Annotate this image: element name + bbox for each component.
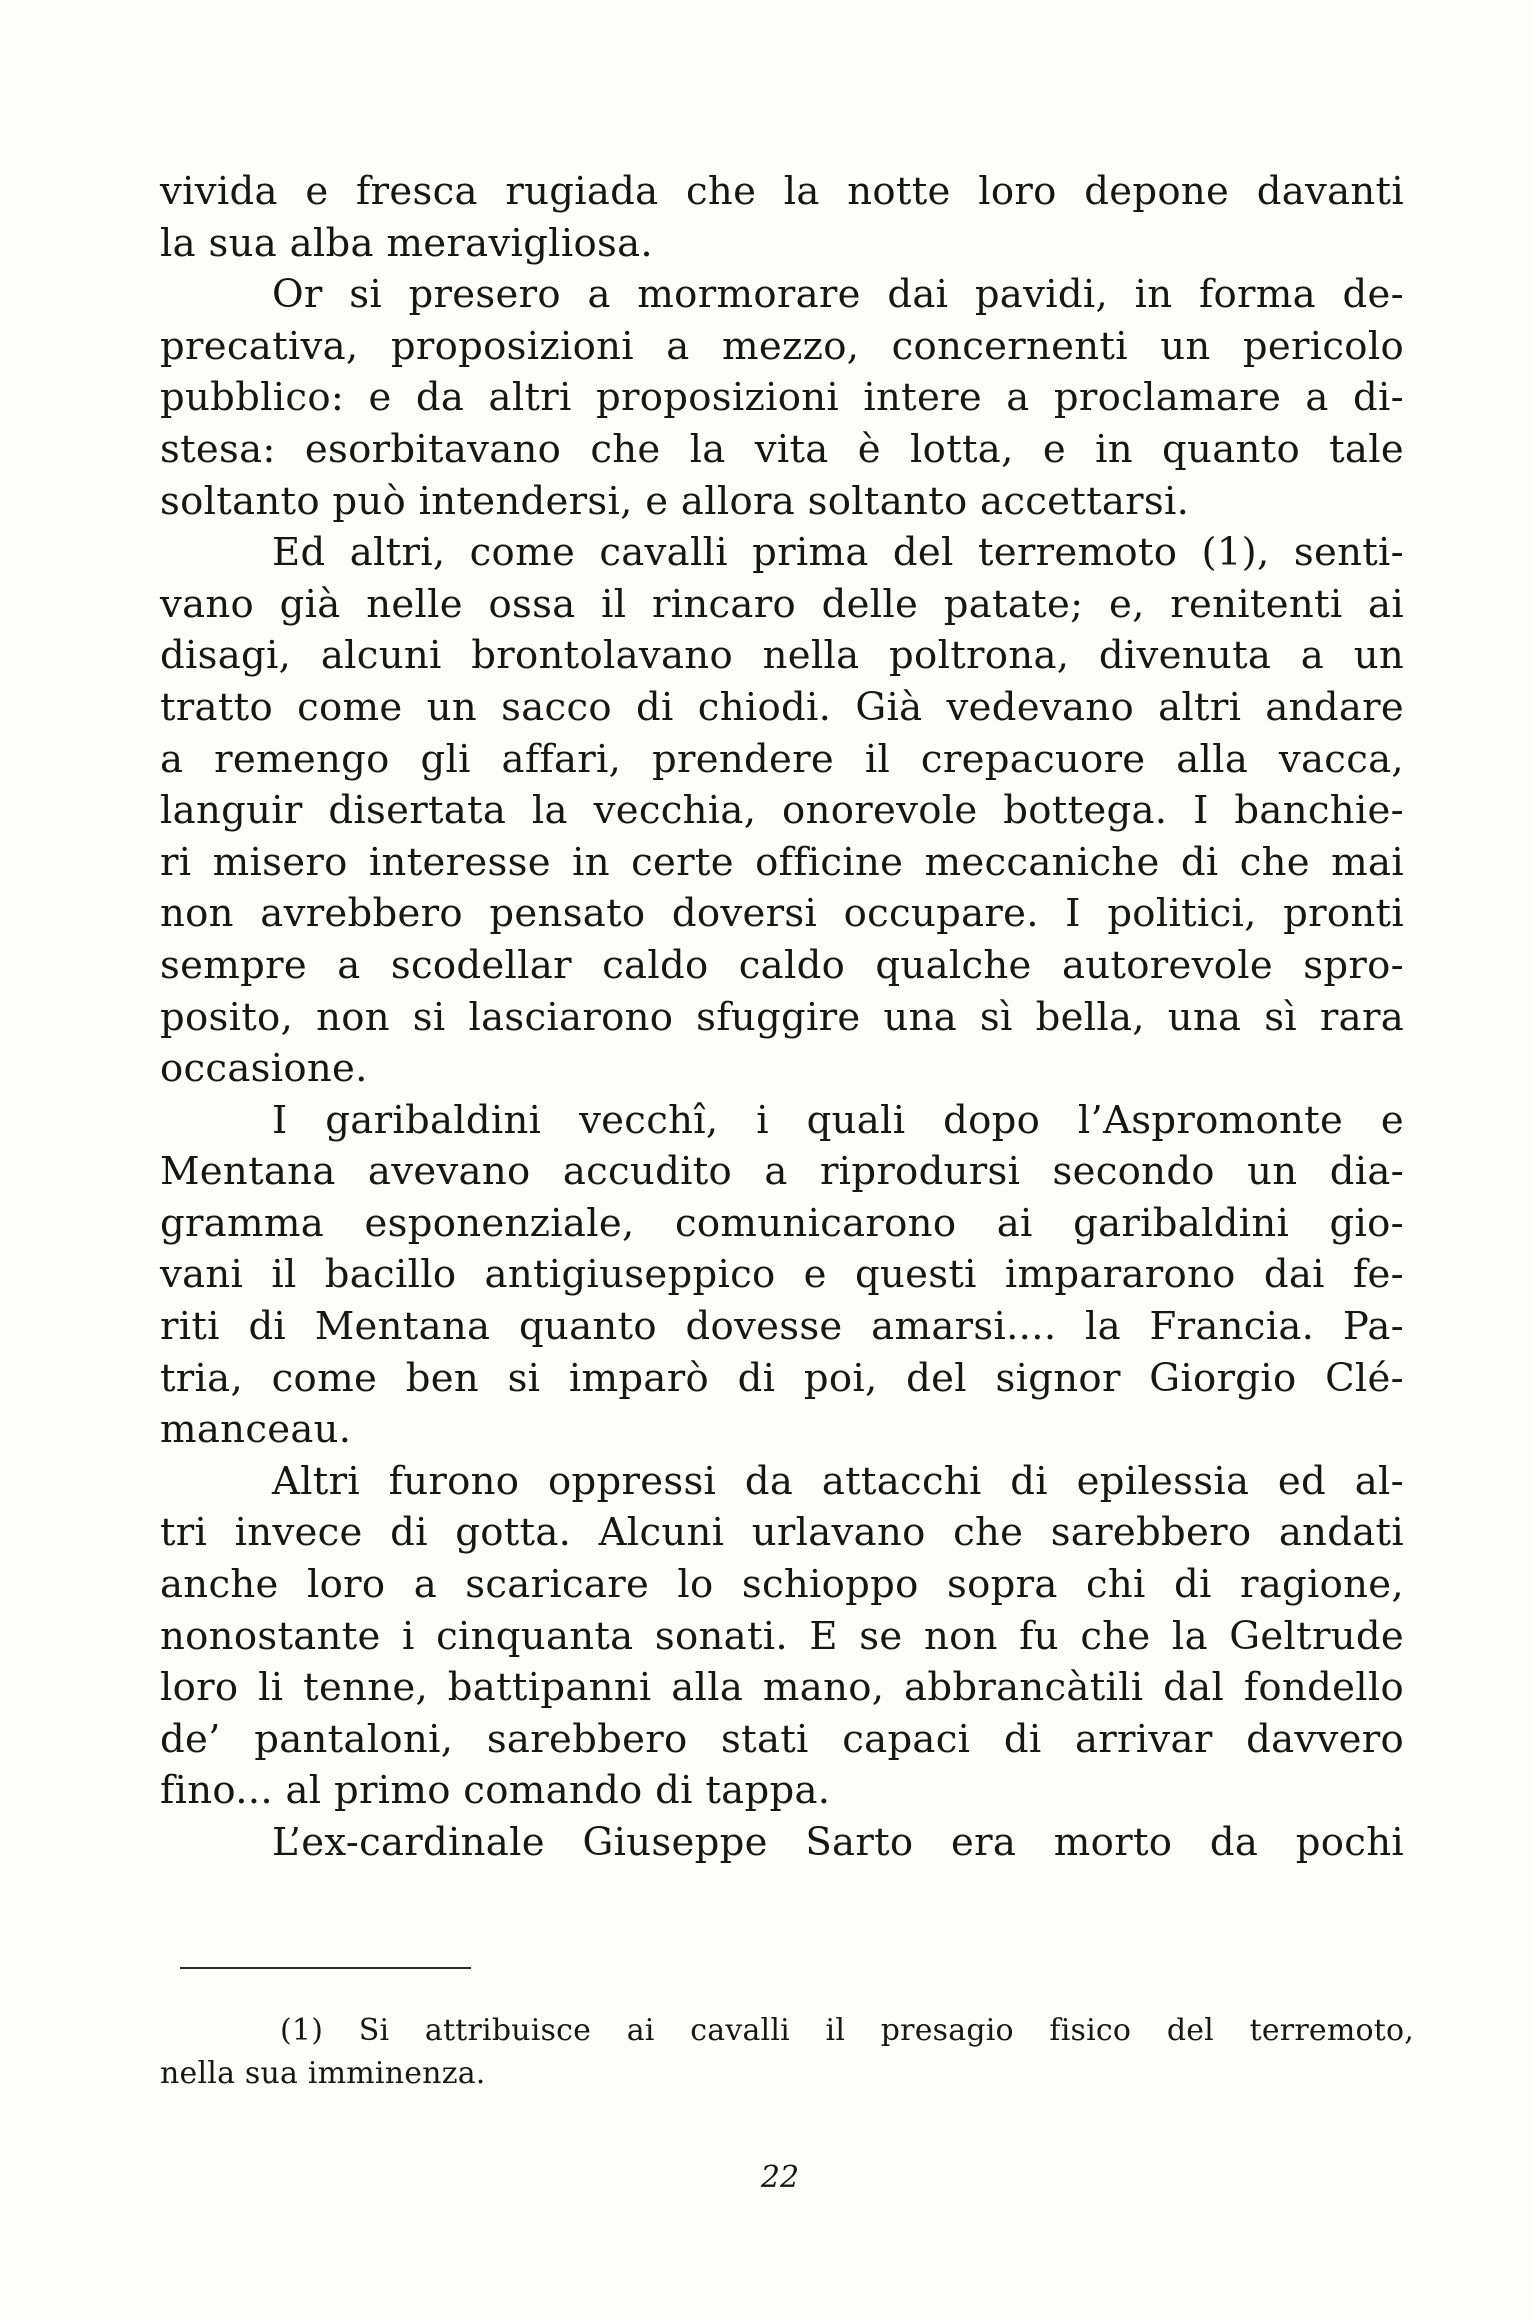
footnote-line: nella sua imminenza.	[160, 2056, 486, 2091]
text-line: Altri furono oppressi da attacchi di epilessia ed al-	[272, 1458, 1404, 1504]
text-line: Mentana avevano accudito a riprodursi secondo un dia-	[160, 1149, 1404, 1195]
text-line: manceau.	[160, 1407, 352, 1453]
text-line: vivida e fresca rugiada che la notte loro depone davanti	[160, 169, 1404, 214]
text-line: riti di Mentana quanto dovesse amarsi.... la Francia. Pa-	[160, 1304, 1404, 1350]
text-line: la sua alba meravigliosa.	[160, 220, 653, 266]
text-line: loro li tenne, battipanni alla mano, abbrancàtili dal fondello	[160, 1665, 1404, 1711]
page-number: 22	[760, 2160, 800, 2195]
text-line: a remengo gli affari, prendere il crepacuore alla vacca,	[160, 736, 1404, 782]
footnote-divider	[180, 1967, 471, 1969]
text-line: stesa: esorbitavano che la vita è lotta, e in quanto tale	[160, 426, 1404, 472]
main-text	[160, 166, 1404, 1869]
text-line: vani il bacillo antigiuseppico e questi impararono dai fe-	[160, 1252, 1404, 1298]
text-line: gramma esponenziale, comunicarono ai garibaldini gio-	[160, 1200, 1404, 1246]
footnote	[160, 2009, 1414, 2095]
text-line: fino... al primo comando di tappa.	[160, 1768, 831, 1814]
text-line: de’ pantaloni, sarebbero stati capaci di arrivar davvero	[160, 1716, 1404, 1762]
text-line: I garibaldini vecchî, i quali dopo l’Aspromonte e	[272, 1097, 1404, 1143]
text-line: vano già nelle ossa il rincaro delle patate; e, renitenti ai	[160, 581, 1404, 627]
footnote-line: (1) Si attribuisce ai cavalli il presagio fisico del terremoto,	[280, 2013, 1414, 2048]
text-line: pubblico: e da altri proposizioni intere a proclamare a di-	[160, 375, 1404, 421]
text-line: tratto come un sacco di chiodi. Già vedevano altri andare	[160, 684, 1404, 730]
text-line: soltanto può intendersi, e allora soltanto accettarsi.	[160, 478, 1190, 524]
text-line: Or si presero a mormorare dai pavidi, in forma de-	[272, 272, 1404, 318]
text-line: Ed altri, come cavalli prima del terremoto (1), senti-	[272, 530, 1404, 576]
text-line: sempre a scodellar caldo caldo qualche autorevole spro-	[160, 942, 1404, 988]
text-line: non avrebbero pensato doversi occupare. I politici, pronti	[160, 891, 1404, 937]
text-line: precativa, proposizioni a mezzo, concernenti un pericolo	[160, 323, 1404, 369]
text-line: tri invece di gotta. Alcuni urlavano che sarebbero andati	[160, 1510, 1404, 1556]
text-line: languir disertata la vecchia, onorevole bottega. I banchie-	[160, 788, 1404, 834]
text-line: disagi, alcuni brontolavano nella poltrona, divenuta a un	[160, 633, 1404, 679]
text-line: anche loro a scaricare lo schioppo sopra chi di ragione,	[160, 1562, 1404, 1608]
text-line: tria, come ben si imparò di poi, del signor Giorgio Clé-	[160, 1355, 1404, 1401]
text-line: L’ex-cardinale Giuseppe Sarto era morto da pochi	[272, 1820, 1404, 1865]
text-line: occasione.	[160, 1046, 368, 1092]
text-line: posito, non si lasciarono sfuggire una sì bella, una sì rara	[160, 994, 1404, 1040]
text-line: ri misero interesse in certe officine meccaniche di che mai	[160, 839, 1404, 885]
text-line: nonostante i cinquanta sonati. E se non fu che la Geltrude	[160, 1613, 1404, 1659]
